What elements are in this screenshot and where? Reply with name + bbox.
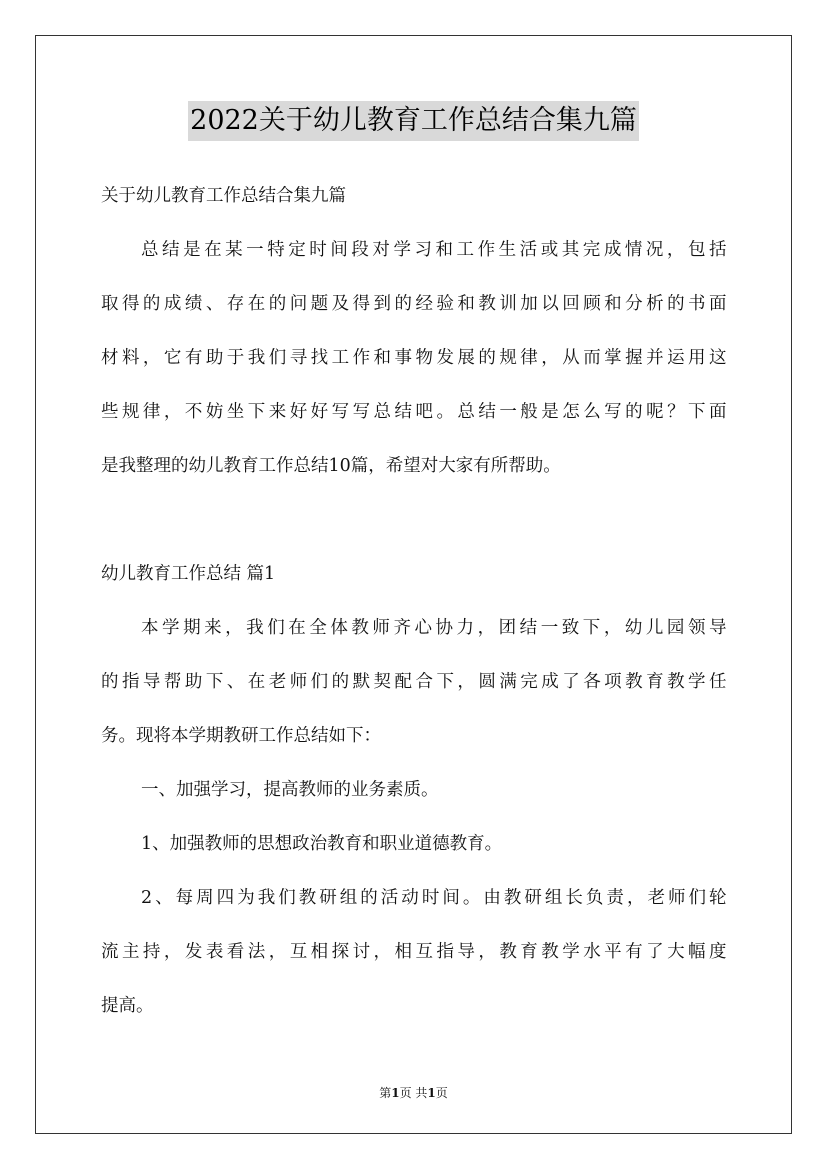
intro-line-5: 是我整理的幼儿教育工作总结10篇，希望对大家有所帮助。: [101, 456, 561, 476]
footer-page-prefix: 第: [379, 1086, 392, 1100]
intro-line-4: 些规律，不妨坐下来好好写写总结吧。总结一般是怎么写的呢？下面: [101, 402, 727, 422]
point-1: 一、加强学习，提高教师的业务素质。: [141, 780, 439, 800]
point-1-2-line-2: 流主持，发表看法，互相探讨，相互指导，教育教学水平有了大幅度: [101, 942, 727, 962]
page-footer: [0, 1085, 827, 1101]
footer-page-suffix: 页 共: [399, 1086, 428, 1100]
document-title: 2022关于幼儿教育工作总结合集九篇: [188, 101, 639, 141]
footer-total-number: 1: [427, 1086, 436, 1100]
para1-line-3: 务。现将本学期教研工作总结如下：: [101, 726, 381, 746]
para1-line-1: 本学期来，我们在全体教师齐心协力，团结一致下，幼儿园领导: [141, 618, 727, 638]
para1-line-2: 的指导帮助下、在老师们的默契配合下，圆满完成了各项教育教学任: [101, 672, 727, 692]
point-1-2-line-3: 提高。: [101, 996, 154, 1016]
intro-line-2: 取得的成绩、存在的问题及得到的经验和教训加以回顾和分析的书面: [101, 294, 727, 314]
intro-line-1: 总结是在某一特定时间段对学习和工作生活或其完成情况，包括: [141, 240, 727, 260]
point-1-1: 1、加强教师的思想政治教育和职业道德教育。: [141, 834, 503, 854]
intro-line-3: 材料，它有助于我们寻找工作和事物发展的规律，从而掌握并运用这: [101, 348, 727, 368]
subtitle: 关于幼儿教育工作总结合集九篇: [101, 186, 346, 206]
section-heading: 幼儿教育工作总结 篇1: [101, 564, 276, 584]
footer-total-suffix: 页: [435, 1086, 448, 1100]
footer-page-number: 1: [391, 1086, 400, 1100]
point-1-2-line-1: 2、每周四为我们教研组的活动时间。由教研组长负责，老师们轮: [141, 888, 727, 908]
title-container: [0, 101, 827, 141]
